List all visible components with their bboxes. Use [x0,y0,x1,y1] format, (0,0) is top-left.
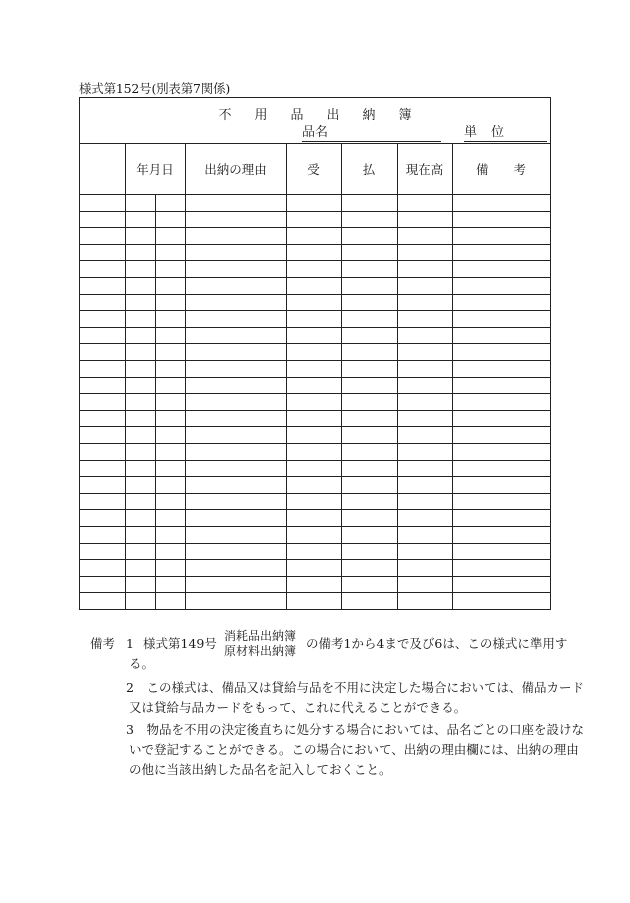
column-header-date: 年月日 [136,162,174,177]
note-2-line-1: 2 この様式は、備品又は貸給与品を不用に決定した場合においては、備品カード [126,680,584,695]
date-subcolumn-line [155,194,156,609]
table-row-line [80,294,550,295]
table-row-line [80,543,550,544]
item-name-field[interactable]: 品名 [302,121,441,142]
ledger-title: 不用品出納簿 [218,108,435,123]
note-3-line-3: の他に当該出納した品名を記入しておくこと。 [129,762,392,777]
column-header-reason: 出納の理由 [204,162,267,177]
ledger-title-row [80,98,550,144]
note-3-line-1: 3 物品を不用の決定後直ちに処分する場合においては、品名ごとの口座を設けな [126,722,584,737]
table-row-line [80,343,550,344]
table-row-line [80,277,550,278]
ledger-table [79,97,551,610]
note-1-text: の備考1から4まで及び6は、この様式に準用す [306,636,568,651]
note-1-number: 1 [126,636,134,651]
note-1-continuation: る。 [129,656,155,671]
table-row-line [80,211,550,212]
table-row-line [80,410,550,411]
table-row-line [80,377,550,378]
column-header-payment: 払 [362,162,376,177]
table-row-line [80,443,550,444]
note-3-line-2: いで登記することができる。この場合において、出納の理由欄には、出納の理由 [129,742,579,757]
unit-field[interactable]: 単位 [464,121,547,142]
table-row-line [80,393,550,394]
table-row-line [80,476,550,477]
note-1-form-a: 消耗品出納簿 [224,629,297,643]
note-2-line-2: 又は貸給与品カードをもって、これに代えることができる。 [129,700,467,715]
table-row-line [80,526,550,527]
column-header-remarks: 備 考 [475,162,526,177]
column-header-receipt: 受 [307,162,320,177]
table-row-line [80,426,550,427]
notes-heading: 備考 [90,636,116,651]
table-row-line [80,310,550,311]
table-row-line [80,244,550,245]
table-row-line [80,493,550,494]
note-1-form-b: 原材料出納簿 [224,644,297,658]
note-1-prefix: 様式第149号 [143,636,217,651]
table-row-line [80,327,550,328]
column-header-balance: 現在高 [405,162,444,177]
form-number-label: 様式第152号(別表第7関係) [79,81,231,96]
header-bottom-line [80,194,550,195]
table-row-line [80,509,550,510]
table-row-line [80,592,550,593]
table-row-line [80,260,550,261]
table-row-line [80,360,550,361]
table-row-line [80,460,550,461]
table-row-line [80,576,550,577]
table-row-line [80,559,550,560]
table-row-line [80,227,550,228]
note-1-form-names [224,629,296,659]
